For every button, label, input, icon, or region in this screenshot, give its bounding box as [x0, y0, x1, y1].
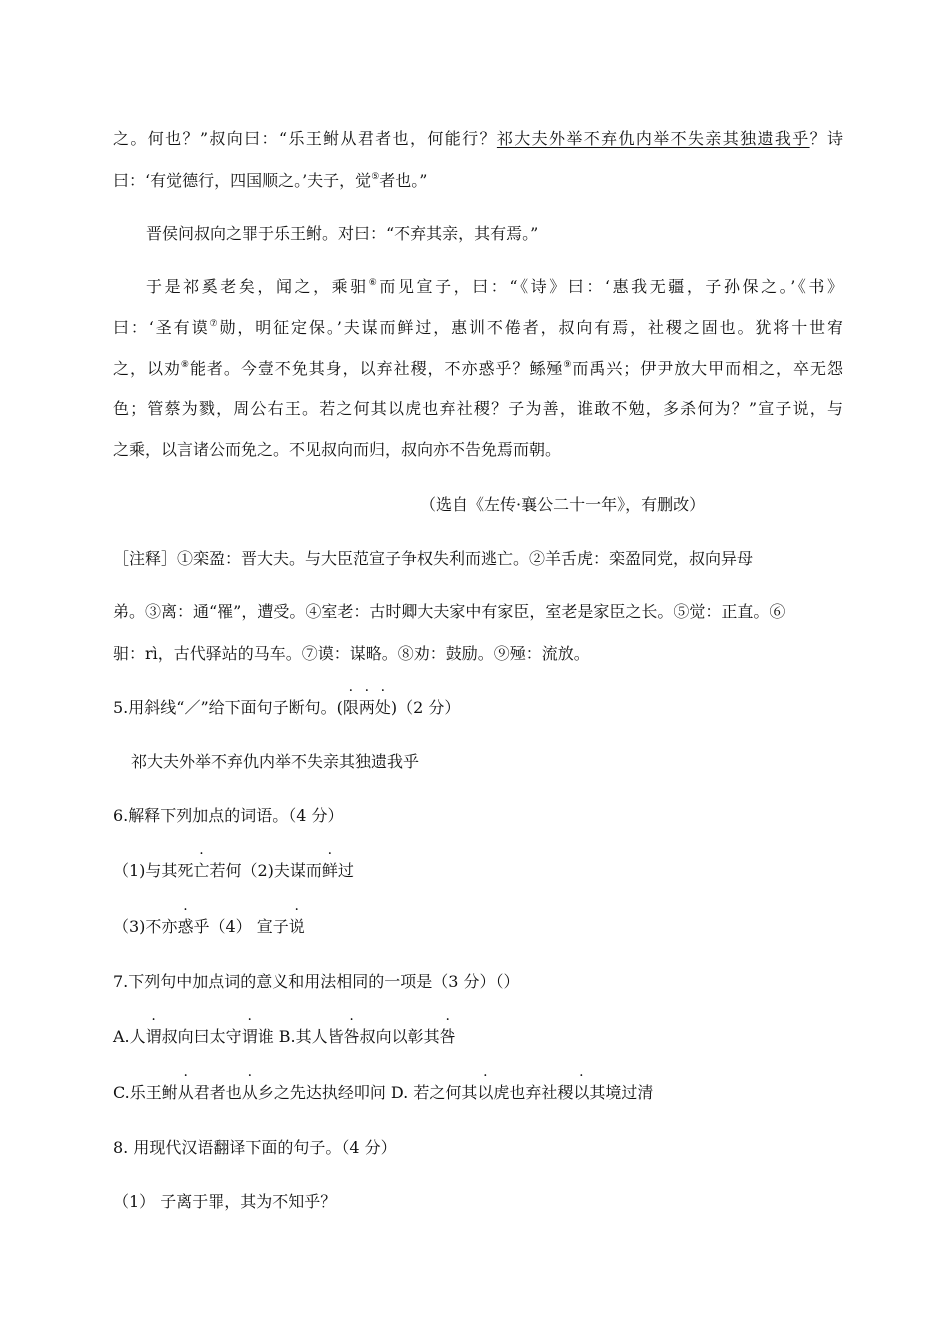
passage-text: 之，以劝 [113, 359, 181, 378]
footnote-marker: ⑨ [563, 360, 573, 370]
option-text: C.乐王鲋 [113, 1083, 178, 1102]
dotted-char: 谓 [241, 1027, 258, 1046]
question-text: 8. 用现代汉语翻译下面的句子。（4 分） [113, 1138, 397, 1157]
notes-text: ［注释］①栾盈：晋大夫。与大臣范宣子争权失利而逃亡。②羊舌虎：栾盈同党，叔向异母 [113, 549, 754, 568]
item-text: （1） 子离于罪，其为不知乎？ [113, 1192, 337, 1211]
question-5-title [113, 697, 843, 719]
passage-text: 而禹兴；伊尹放大甲而相之，卒无怨 [572, 359, 843, 378]
question-7-options-cd [113, 1082, 843, 1104]
question-6-items-2 [113, 916, 843, 938]
passage-line [146, 276, 843, 298]
item-text: 乎（4） 宣子 [193, 917, 289, 936]
passage-text: 之乘，以言诸公而免之。不见叔向而归，叔向亦不告免焉而朝。 [113, 440, 562, 459]
source-text: （选自《左传·襄公二十一年》，有删改） [420, 495, 706, 514]
passage-text: 而见宣子，曰：“《诗》曰：‘惠我无疆，子孙保之。’《书》 [379, 277, 843, 296]
question-5-sentence [131, 751, 861, 773]
passage-line [113, 398, 843, 420]
question-6-title [113, 805, 843, 827]
option-text: 君者也 [193, 1083, 242, 1102]
dotted-char: 处 [374, 698, 391, 717]
dotted-char: 以 [477, 1083, 494, 1102]
notes-text: 驲：rì，古代驿站的马车。⑦谟：谋略。⑧劝：鼓励。⑨殛：流放。 [113, 644, 590, 663]
passage-paragraph-2 [146, 223, 843, 245]
item-text: 过 [337, 861, 354, 880]
dotted-char: 以 [573, 1083, 590, 1102]
item-text: 若何（2)夫谋而 [209, 861, 322, 880]
dotted-char: 说 [288, 917, 305, 936]
passage-line [113, 170, 843, 192]
item-text: （3)不亦 [113, 917, 178, 936]
passage-line [113, 358, 843, 380]
passage-text: ？诗 [809, 129, 843, 148]
dotted-char: 谓 [145, 1027, 162, 1046]
dotted-char: 咎 [343, 1027, 360, 1046]
passage-line [113, 128, 843, 150]
question-text: 6.解释下列加点的词语。（4 分） [113, 806, 344, 825]
dotted-char: 咎 [439, 1027, 456, 1046]
passage-text: 曰：‘有觉德行，四国顺之。’夫子，觉 [113, 171, 372, 190]
question-text: 5.用斜线“／”给下面句子断句。( [113, 698, 343, 717]
question-7-options-ab [113, 1026, 843, 1048]
dotted-char: 限 [342, 698, 359, 717]
passage-text: 晋侯问叔向之罪于乐王鲋。对曰：“不弃其亲，其有焉。” [146, 224, 539, 243]
passage-text: 能者。今壹不免其身，以弃社稷，不亦惑乎？鲧殛 [189, 359, 564, 378]
option-text: 其境过清 [589, 1083, 654, 1102]
passage-text: 勋，明征定保。’夫谋而鲜过，惠训不倦者，叔向有焉，社稷之固也。犹将十世宥 [219, 318, 843, 337]
footnote-marker: ⑧ [180, 360, 190, 370]
question-6-items-1 [113, 860, 843, 882]
dotted-char: 从 [241, 1083, 258, 1102]
question-text: 7.下列句中加点词的意义和用法相同的一项是（3 分）（） [113, 972, 520, 991]
footnote-marker: ⑤ [371, 172, 380, 182]
question-8-title [113, 1137, 843, 1159]
passage-text: 者也。” [379, 171, 428, 190]
option-text: 叔向曰太守 [161, 1027, 242, 1046]
passage-text: 之。何也？”叔向曰：“乐王鲋从君者也，何能行？ [113, 129, 497, 148]
notes-line-3 [113, 643, 843, 665]
option-text: 乡之先达执经叩问 D. 若之何其 [257, 1083, 478, 1102]
option-text: A.人 [113, 1027, 146, 1046]
dotted-char: 从 [177, 1083, 194, 1102]
sentence-text: 祁大夫外举不弃仇内举不失亲其独遗我乎 [131, 752, 420, 771]
option-text: 谁 B.其人皆 [257, 1027, 344, 1046]
option-text: 叔向以彰其 [359, 1027, 440, 1046]
question-text: )（2 分） [390, 698, 461, 717]
notes-line-1 [113, 548, 843, 570]
question-8-item-1 [113, 1191, 843, 1213]
question-7-title [113, 971, 843, 993]
dotted-char: 亡 [193, 861, 210, 880]
footnote-marker: ⑥ [368, 278, 380, 288]
passage-source [420, 494, 840, 516]
footnote-marker: ⑦ [209, 319, 220, 329]
passage-line [113, 317, 843, 339]
underlined-sentence: 祁大夫外举不弃仇内举不失亲其独遗我乎 [496, 129, 810, 148]
dotted-char: 鲜 [321, 861, 338, 880]
passage-text: 于是祁奚老矣，闻之，乘驲 [146, 277, 369, 296]
notes-text: 弟。③离：通“罹”，遭受。④室老：古时卿大夫家中有家臣，室老是家臣之长。⑤觉：正直。⑥ [113, 602, 786, 621]
passage-text: 色；管蔡为戮，周公右王。若之何其以虎也弃社稷？子为善，谁敢不勉，多杀何为？”宣子说，与 [113, 399, 843, 418]
passage-line [113, 439, 843, 461]
item-text: （1)与其死 [113, 861, 194, 880]
passage-text: 曰：‘圣有谟 [113, 318, 210, 337]
option-text: 虎也弃社稷 [493, 1083, 574, 1102]
dotted-char: 两 [358, 698, 375, 717]
notes-line-2 [113, 601, 843, 623]
dotted-char: 惑 [177, 917, 194, 936]
